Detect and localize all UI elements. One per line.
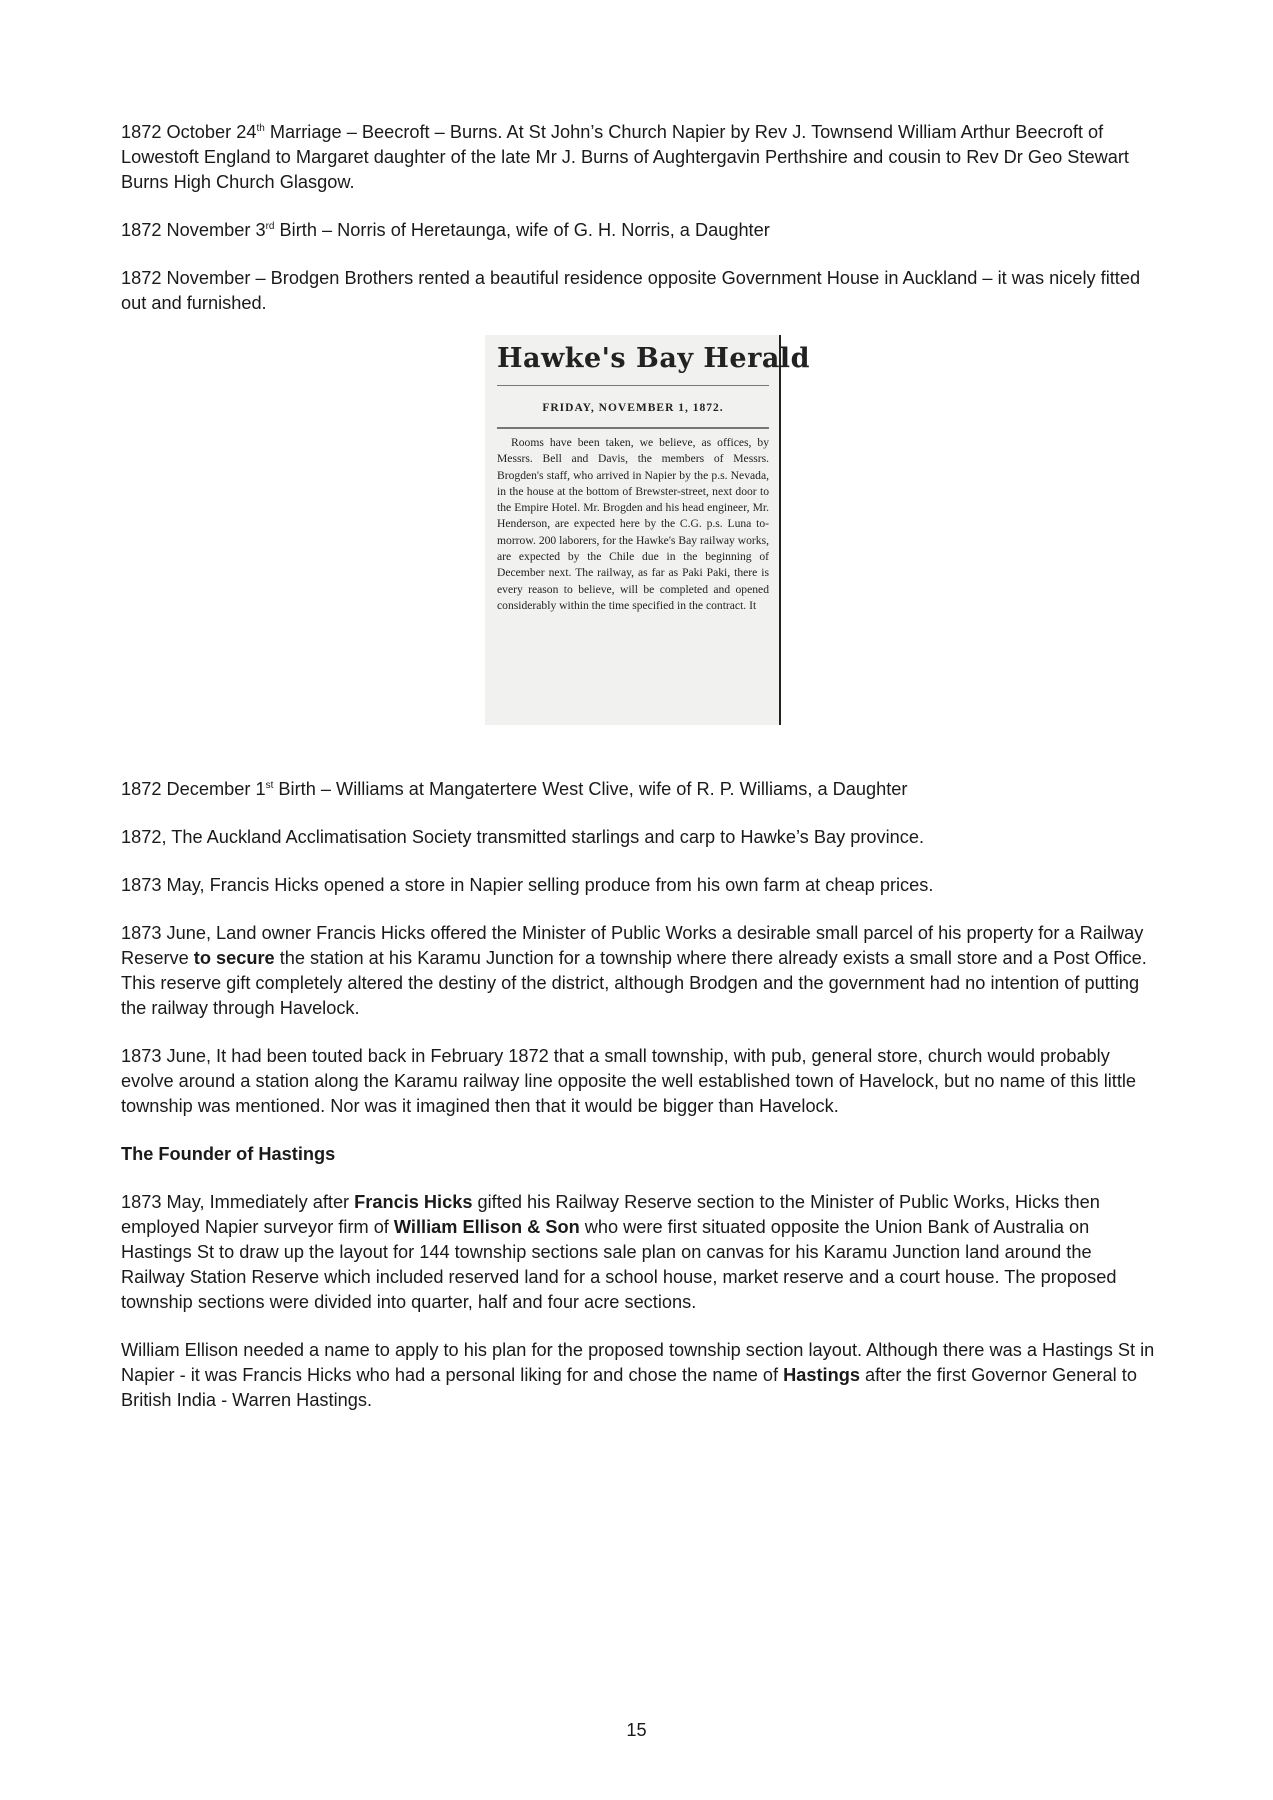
entry-birth-norris bbox=[121, 218, 1157, 243]
entry-text: William Ellison needed a name to apply to his plan for the proposed township section layout. Although there was a Hastings St in Napier - it was Francis Hicks who had a personal liking for and chose the name of bbox=[121, 1340, 1155, 1385]
entry-text: the station at his Karamu Junction for a township where there already exists a small store and a Post Office. This reserve gift completely altered the destiny of the district, although Brodgen and the government had no intention of putting the railway through Havelock. bbox=[121, 948, 1147, 1018]
entry-naming-hastings bbox=[121, 1338, 1157, 1413]
ordinal-suffix: rd bbox=[265, 220, 275, 232]
entry-text: gifted his Railway Reserve section to the Minister of Public Works, Hicks then employed Napier surveyor firm of bbox=[121, 1192, 1100, 1237]
clipping-dateline: FRIDAY, NOVEMBER 1, 1872. bbox=[497, 386, 769, 429]
entry-railway-reserve bbox=[121, 921, 1157, 1021]
emphasis: Francis Hicks bbox=[354, 1192, 473, 1212]
document-body bbox=[121, 120, 1157, 1436]
clipping-article: Rooms have been taken, we believe, as offices, by Messrs. Bell and Davis, the members of Messrs. Brogden's staff, who arrived in Napier by the p.s. Nevada, in the house at the bottom of Brewster-street, next door to the Empire Hotel. Mr. Brogden and his head engineer, Mr. Henderson, are expected here by the C.G. p.s. Luna to-morrow. 200 laborers, for the Hawke's Bay railway works, are expected by the Chile due in the beginning of December next. The railway, as far as Paki Paki, there is every reason to believe, will be completed and opened considerably within the time specified in the contract. It bbox=[497, 436, 769, 612]
emphasis: William Ellison & Son bbox=[393, 1217, 580, 1237]
entry-brodgen-residence: 1872 November – Brodgen Brothers rented a beautiful residence opposite Government House in Auckland – it was nicely fitted out and furnished. bbox=[121, 268, 1141, 313]
entry-date: 1872 October 24 bbox=[121, 122, 257, 142]
section-heading: The Founder of Hastings bbox=[121, 1144, 336, 1164]
entry-text: Birth – Williams at Mangatertere West Clive, wife of R. P. Williams, a Daughter bbox=[273, 779, 908, 799]
ordinal-suffix: st bbox=[265, 779, 274, 791]
entry-text: who were first situated opposite the Union Bank of Australia on Hastings St to draw up the layout for 144 township sections sale plan on canvas for his Karamu Junction land around the Railway Station Reserve which included reserved land for a school house, market reserve and a court house. The proposed township sections were divided into quarter, half and four acre sections. bbox=[121, 1217, 1117, 1312]
entry-survey-plan bbox=[121, 1190, 1157, 1315]
ordinal-suffix: th bbox=[256, 122, 265, 134]
emphasis: to secure bbox=[193, 948, 275, 968]
page-number: 15 bbox=[626, 1720, 647, 1740]
entry-text: 1873 June, Land owner Francis Hicks offered the Minister of Public Works a desirable small parcel of his property for a Railway Reserve bbox=[121, 923, 1144, 968]
entry-text: Marriage – Beecroft – Burns. At St John’s Church Napier by Rev J. Townsend William Arthur Beecroft of Lowestoft England to Margaret daughter of the late Mr J. Burns of Aughtergavin Perthshire and cousin to Rev Dr Geo Stewart Burns High Church Glasgow. bbox=[121, 122, 1129, 192]
entry-birth-williams bbox=[121, 777, 1157, 802]
entry-date: 1872 December 1 bbox=[121, 779, 266, 799]
emphasis: Hastings bbox=[783, 1365, 860, 1385]
clipping-masthead: Hawke's Bay Herald bbox=[497, 339, 769, 386]
entry-text: Birth – Norris of Heretaunga, wife of G. H. Norris, a Daughter bbox=[274, 220, 770, 240]
entry-text: 1873 May, Immediately after bbox=[121, 1192, 355, 1212]
clipping-image bbox=[485, 335, 810, 725]
entry-text: after the first Governor General to British India - Warren Hastings. bbox=[121, 1365, 1137, 1410]
entry-township-touted: 1873 June, It had been touted back in February 1872 that a small township, with pub, general store, church would probably evolve around a station along the Karamu railway line opposite the well established town of Havelock, but no name of this little township was mentioned. Nor was it imagined then that it would be bigger than Havelock. bbox=[121, 1046, 1137, 1116]
entry-marriage-beecroft bbox=[121, 120, 1157, 195]
entry-hicks-store: 1873 May, Francis Hicks opened a store in Napier selling produce from his own farm at cheap prices. bbox=[121, 875, 934, 895]
entry-date: 1872 November 3 bbox=[121, 220, 266, 240]
newspaper-clipping bbox=[485, 335, 810, 735]
entry-acclimatisation: 1872, The Auckland Acclimatisation Society transmitted starlings and carp to Hawke’s Bay province. bbox=[121, 827, 925, 847]
